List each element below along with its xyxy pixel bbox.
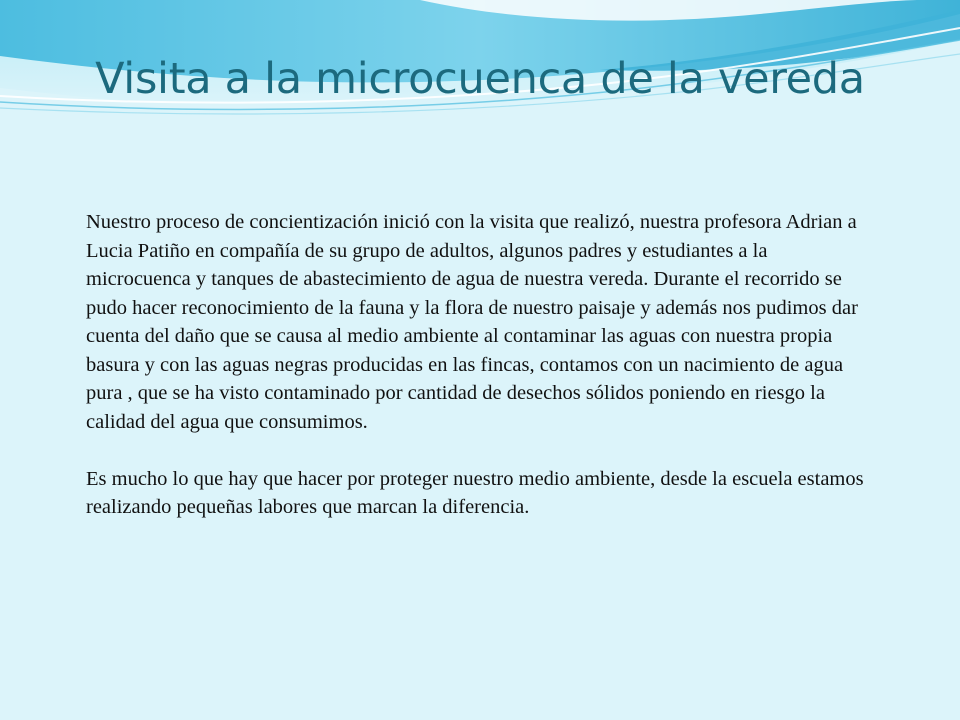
body-paragraph-2: Es mucho lo que hay que hacer por proteger nuestro medio ambiente, desde la escuela estamos realizando pequeñas labores que marcan la diferencia. — [86, 467, 864, 518]
slide-body — [86, 208, 876, 522]
slide-title: Visita a la microcuenca de la vereda — [95, 54, 865, 104]
body-paragraph-1: Nuestro proceso de concientización inició con la visita que realizó, nuestra profesora Adrian a Lucia Patiño en compañía de su grupo de adultos, algunos padres y estudiantes a la microcuenca y tanques de abastecimiento de agua de nuestra vereda. Durante el recorrido se pudo hacer reconocimiento de la fauna y la flora de nuestro paisaje y además nos pudimos dar cuenta del daño que se causa al medio ambiente al contaminar las aguas con nuestra propia basura y con las aguas negras producidas en las fincas, contamos con un nacimiento de agua pura , que se ha visto contaminado por cantidad de desechos sólidos poniendo en riesgo la calidad del agua que consumimos. — [86, 211, 858, 433]
